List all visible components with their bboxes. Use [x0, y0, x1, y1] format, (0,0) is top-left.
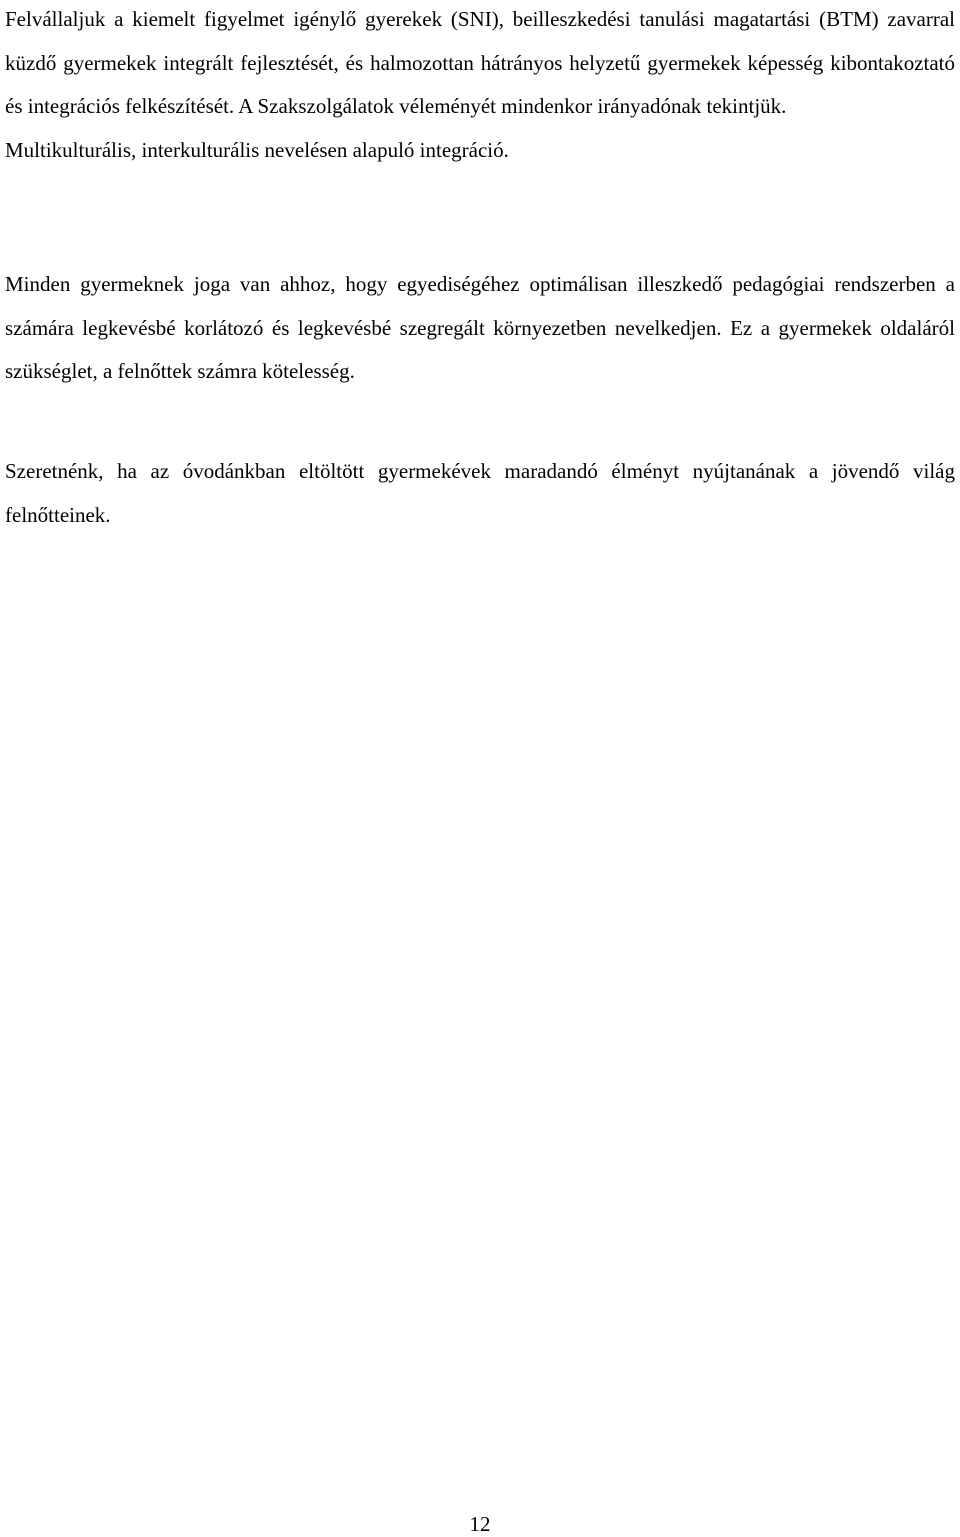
page-number: 12	[469, 1512, 491, 1536]
paragraph-wish	[5, 450, 955, 537]
paragraph-rights-text: Minden gyermeknek joga van ahhoz, hogy egyediségéhez optimálisan illeszkedő pedagógiai rendszerben a számára legkevésbé korlátozó és legkevésbé szegregált környezetben nevelkedjen. Ez a gyermekek oldaláról szükséglet, a felnőttek számra kötelesség.	[5, 272, 955, 383]
paragraph-rights	[5, 263, 955, 394]
paragraph-integration	[5, 0, 955, 172]
paragraph-wish-text: Szeretnénk, ha az óvodánkban eltöltött gyermekévek maradandó élményt nyújtanának a jövendő világ felnőtteinek.	[5, 459, 955, 527]
paragraph-integration-text: Felvállaljuk a kiemelt figyelmet igénylő gyerekek (SNI), beilleszkedési tanulási magatartási (BTM) zavarral küzdő gyermekek integrált fejlesztését, és halmozottan hátrányos helyzetű gyermekek képesség kibontakoztató és integrációs felkészítését. A Szakszolgálatok véleményét mindenkor irányadónak tekintjük.	[5, 7, 955, 118]
paragraph-integration-multicultural: Multikulturális, interkulturális nevelésen alapuló integráció.	[5, 137, 509, 162]
